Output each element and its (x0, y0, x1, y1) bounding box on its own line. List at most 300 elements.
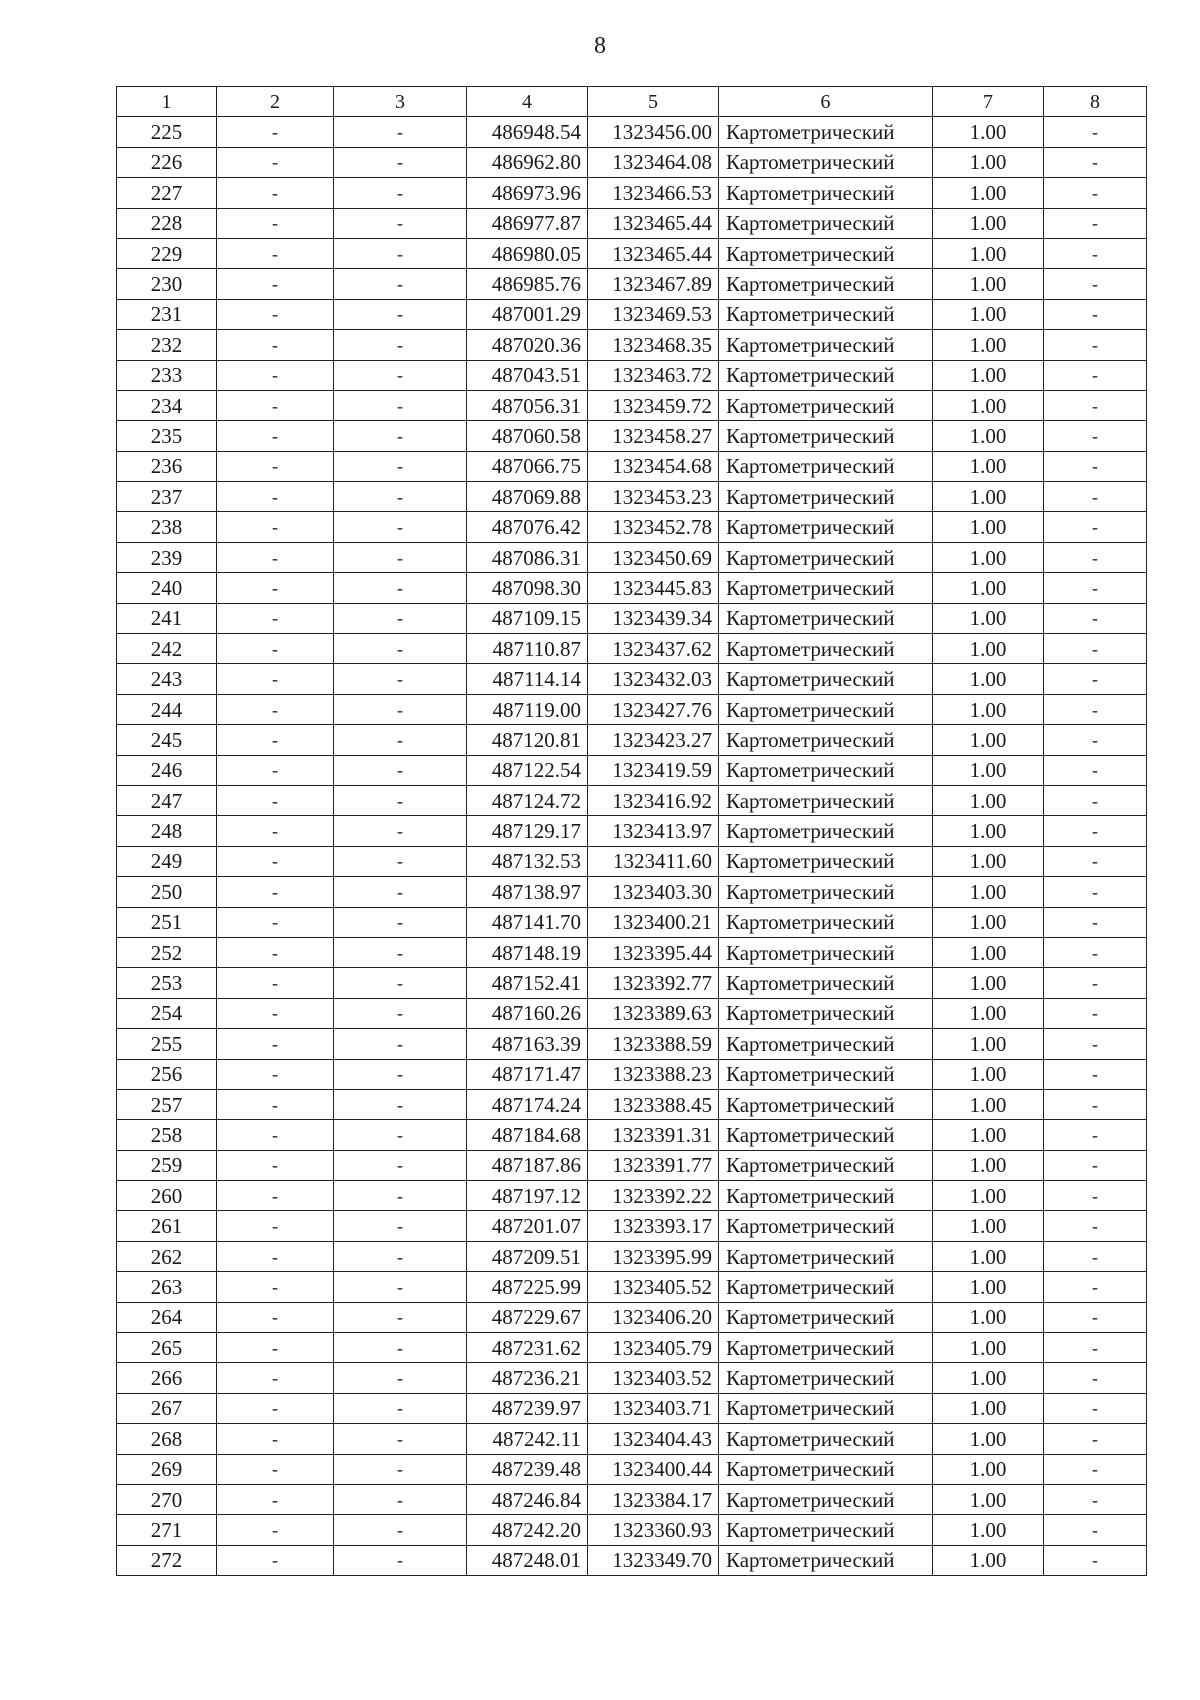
x-coordinate-cell: 486985.76 (467, 269, 588, 299)
page-number: 8 (594, 33, 606, 59)
method-cell: Картометрический (719, 269, 933, 299)
table-row (117, 634, 1147, 664)
x-coordinate-cell: 487110.87 (467, 634, 588, 664)
col8-cell: - (1044, 1211, 1147, 1241)
method-cell: Картометрический (719, 451, 933, 481)
col3-cell: - (334, 421, 467, 451)
x-coordinate-cell: 487138.97 (467, 877, 588, 907)
col2-cell: - (217, 330, 334, 360)
table-row (117, 1241, 1147, 1271)
col8-cell: - (1044, 208, 1147, 238)
column-header: 4 (467, 87, 588, 117)
x-coordinate-cell: 487129.17 (467, 816, 588, 846)
accuracy-cell: 1.00 (933, 1059, 1044, 1089)
table-row (117, 117, 1147, 147)
col8-cell: - (1044, 1029, 1147, 1059)
column-header: 5 (588, 87, 719, 117)
col2-cell: - (217, 390, 334, 420)
col3-cell: - (334, 451, 467, 481)
col2-cell: - (217, 1272, 334, 1302)
table-row (117, 1059, 1147, 1089)
point-number-cell: 252 (117, 937, 217, 967)
method-cell: Картометрический (719, 816, 933, 846)
x-coordinate-cell: 487122.54 (467, 755, 588, 785)
col2-cell: - (217, 694, 334, 724)
accuracy-cell: 1.00 (933, 1484, 1044, 1514)
method-cell: Картометрический (719, 634, 933, 664)
table-row (117, 1181, 1147, 1211)
y-coordinate-cell: 1323391.77 (588, 1150, 719, 1180)
column-header: 2 (217, 87, 334, 117)
column-header: 8 (1044, 87, 1147, 117)
y-coordinate-cell: 1323411.60 (588, 846, 719, 876)
method-cell: Картометрический (719, 1272, 933, 1302)
table-row (117, 998, 1147, 1028)
col2-cell: - (217, 117, 334, 147)
col2-cell: - (217, 1089, 334, 1119)
point-number-cell: 249 (117, 846, 217, 876)
point-number-cell: 251 (117, 907, 217, 937)
col8-cell: - (1044, 147, 1147, 177)
method-cell: Картометрический (719, 998, 933, 1028)
method-cell: Картометрический (719, 482, 933, 512)
point-number-cell: 268 (117, 1424, 217, 1454)
table-row (117, 1393, 1147, 1423)
col3-cell: - (334, 846, 467, 876)
col3-cell: - (334, 1089, 467, 1119)
point-number-cell: 255 (117, 1029, 217, 1059)
col2-cell: - (217, 451, 334, 481)
col8-cell: - (1044, 573, 1147, 603)
col8-cell: - (1044, 117, 1147, 147)
col2-cell: - (217, 269, 334, 299)
accuracy-cell: 1.00 (933, 603, 1044, 633)
table-row (117, 1424, 1147, 1454)
method-cell: Картометрический (719, 1484, 933, 1514)
method-cell: Картометрический (719, 785, 933, 815)
method-cell: Картометрический (719, 208, 933, 238)
method-cell: Картометрический (719, 238, 933, 268)
method-cell: Картометрический (719, 573, 933, 603)
accuracy-cell: 1.00 (933, 846, 1044, 876)
col8-cell: - (1044, 1272, 1147, 1302)
accuracy-cell: 1.00 (933, 937, 1044, 967)
col3-cell: - (334, 542, 467, 572)
col3-cell: - (334, 664, 467, 694)
col8-cell: - (1044, 330, 1147, 360)
point-number-cell: 243 (117, 664, 217, 694)
method-cell: Картометрический (719, 1120, 933, 1150)
col8-cell: - (1044, 421, 1147, 451)
table-row (117, 1302, 1147, 1332)
y-coordinate-cell: 1323467.89 (588, 269, 719, 299)
y-coordinate-cell: 1323404.43 (588, 1424, 719, 1454)
col8-cell: - (1044, 968, 1147, 998)
table-row (117, 1211, 1147, 1241)
x-coordinate-cell: 487239.48 (467, 1454, 588, 1484)
accuracy-cell: 1.00 (933, 1454, 1044, 1484)
col2-cell: - (217, 877, 334, 907)
col8-cell: - (1044, 634, 1147, 664)
table-row (117, 1545, 1147, 1575)
col8-cell: - (1044, 1545, 1147, 1575)
y-coordinate-cell: 1323432.03 (588, 664, 719, 694)
y-coordinate-cell: 1323439.34 (588, 603, 719, 633)
col2-cell: - (217, 1454, 334, 1484)
y-coordinate-cell: 1323403.71 (588, 1393, 719, 1423)
col3-cell: - (334, 603, 467, 633)
col8-cell: - (1044, 937, 1147, 967)
accuracy-cell: 1.00 (933, 968, 1044, 998)
col2-cell: - (217, 785, 334, 815)
point-number-cell: 253 (117, 968, 217, 998)
x-coordinate-cell: 487184.68 (467, 1120, 588, 1150)
table-row (117, 1454, 1147, 1484)
method-cell: Картометрический (719, 937, 933, 967)
col2-cell: - (217, 1363, 334, 1393)
col3-cell: - (334, 725, 467, 755)
method-cell: Картометрический (719, 664, 933, 694)
x-coordinate-cell: 487248.01 (467, 1545, 588, 1575)
accuracy-cell: 1.00 (933, 178, 1044, 208)
col2-cell: - (217, 816, 334, 846)
col2-cell: - (217, 1150, 334, 1180)
table-row (117, 178, 1147, 208)
accuracy-cell: 1.00 (933, 694, 1044, 724)
accuracy-cell: 1.00 (933, 1302, 1044, 1332)
column-header: 3 (334, 87, 467, 117)
point-number-cell: 247 (117, 785, 217, 815)
accuracy-cell: 1.00 (933, 512, 1044, 542)
col3-cell: - (334, 482, 467, 512)
table-row (117, 512, 1147, 542)
point-number-cell: 263 (117, 1272, 217, 1302)
method-cell: Картометрический (719, 360, 933, 390)
col3-cell: - (334, 1211, 467, 1241)
point-number-cell: 242 (117, 634, 217, 664)
y-coordinate-cell: 1323406.20 (588, 1302, 719, 1332)
y-coordinate-cell: 1323388.45 (588, 1089, 719, 1119)
col3-cell: - (334, 755, 467, 785)
x-coordinate-cell: 487043.51 (467, 360, 588, 390)
point-number-cell: 237 (117, 482, 217, 512)
col2-cell: - (217, 937, 334, 967)
y-coordinate-cell: 1323400.44 (588, 1454, 719, 1484)
col8-cell: - (1044, 482, 1147, 512)
point-number-cell: 230 (117, 269, 217, 299)
accuracy-cell: 1.00 (933, 1333, 1044, 1363)
method-cell: Картометрический (719, 1211, 933, 1241)
x-coordinate-cell: 487197.12 (467, 1181, 588, 1211)
y-coordinate-cell: 1323450.69 (588, 542, 719, 572)
point-number-cell: 259 (117, 1150, 217, 1180)
method-cell: Картометрический (719, 542, 933, 572)
accuracy-cell: 1.00 (933, 1515, 1044, 1545)
y-coordinate-cell: 1323413.97 (588, 816, 719, 846)
table-row (117, 147, 1147, 177)
col8-cell: - (1044, 1484, 1147, 1514)
x-coordinate-cell: 487174.24 (467, 1089, 588, 1119)
method-cell: Картометрический (719, 299, 933, 329)
col3-cell: - (334, 1393, 467, 1423)
table-row (117, 451, 1147, 481)
point-number-cell: 265 (117, 1333, 217, 1363)
col8-cell: - (1044, 1424, 1147, 1454)
col3-cell: - (334, 1272, 467, 1302)
y-coordinate-cell: 1323469.53 (588, 299, 719, 329)
table-row (117, 603, 1147, 633)
method-cell: Картометрический (719, 846, 933, 876)
col8-cell: - (1044, 1120, 1147, 1150)
col8-cell: - (1044, 877, 1147, 907)
accuracy-cell: 1.00 (933, 117, 1044, 147)
x-coordinate-cell: 487141.70 (467, 907, 588, 937)
method-cell: Картометрический (719, 1302, 933, 1332)
col2-cell: - (217, 1029, 334, 1059)
y-coordinate-cell: 1323388.23 (588, 1059, 719, 1089)
method-cell: Картометрический (719, 390, 933, 420)
y-coordinate-cell: 1323388.59 (588, 1029, 719, 1059)
y-coordinate-cell: 1323466.53 (588, 178, 719, 208)
col3-cell: - (334, 694, 467, 724)
x-coordinate-cell: 487066.75 (467, 451, 588, 481)
col3-cell: - (334, 390, 467, 420)
col8-cell: - (1044, 390, 1147, 420)
col3-cell: - (334, 907, 467, 937)
col8-cell: - (1044, 1363, 1147, 1393)
x-coordinate-cell: 487171.47 (467, 1059, 588, 1089)
accuracy-cell: 1.00 (933, 482, 1044, 512)
table-row (117, 330, 1147, 360)
point-number-cell: 238 (117, 512, 217, 542)
point-number-cell: 270 (117, 1484, 217, 1514)
col8-cell: - (1044, 1241, 1147, 1271)
x-coordinate-cell: 487225.99 (467, 1272, 588, 1302)
accuracy-cell: 1.00 (933, 1363, 1044, 1393)
x-coordinate-cell: 486948.54 (467, 117, 588, 147)
table-row (117, 664, 1147, 694)
y-coordinate-cell: 1323389.63 (588, 998, 719, 1028)
col3-cell: - (334, 1424, 467, 1454)
table-row (117, 877, 1147, 907)
x-coordinate-cell: 486980.05 (467, 238, 588, 268)
x-coordinate-cell: 486973.96 (467, 178, 588, 208)
accuracy-cell: 1.00 (933, 725, 1044, 755)
col2-cell: - (217, 998, 334, 1028)
col8-cell: - (1044, 269, 1147, 299)
point-number-cell: 244 (117, 694, 217, 724)
point-number-cell: 266 (117, 1363, 217, 1393)
col8-cell: - (1044, 725, 1147, 755)
method-cell: Картометрический (719, 1029, 933, 1059)
y-coordinate-cell: 1323423.27 (588, 725, 719, 755)
point-number-cell: 264 (117, 1302, 217, 1332)
accuracy-cell: 1.00 (933, 390, 1044, 420)
col8-cell: - (1044, 178, 1147, 208)
point-number-cell: 267 (117, 1393, 217, 1423)
accuracy-cell: 1.00 (933, 664, 1044, 694)
col2-cell: - (217, 603, 334, 633)
col3-cell: - (334, 1181, 467, 1211)
point-number-cell: 227 (117, 178, 217, 208)
point-number-cell: 233 (117, 360, 217, 390)
col8-cell: - (1044, 603, 1147, 633)
col2-cell: - (217, 846, 334, 876)
point-number-cell: 236 (117, 451, 217, 481)
table-row (117, 1515, 1147, 1545)
point-number-cell: 254 (117, 998, 217, 1028)
accuracy-cell: 1.00 (933, 1120, 1044, 1150)
accuracy-cell: 1.00 (933, 634, 1044, 664)
col2-cell: - (217, 542, 334, 572)
y-coordinate-cell: 1323459.72 (588, 390, 719, 420)
col8-cell: - (1044, 816, 1147, 846)
point-number-cell: 241 (117, 603, 217, 633)
table-row (117, 1150, 1147, 1180)
col3-cell: - (334, 1302, 467, 1332)
y-coordinate-cell: 1323393.17 (588, 1211, 719, 1241)
table-row (117, 1120, 1147, 1150)
table-row (117, 1363, 1147, 1393)
x-coordinate-cell: 487124.72 (467, 785, 588, 815)
accuracy-cell: 1.00 (933, 1393, 1044, 1423)
col3-cell: - (334, 178, 467, 208)
x-coordinate-cell: 487148.19 (467, 937, 588, 967)
method-cell: Картометрический (719, 1515, 933, 1545)
method-cell: Картометрический (719, 1241, 933, 1271)
col3-cell: - (334, 1150, 467, 1180)
col2-cell: - (217, 360, 334, 390)
col2-cell: - (217, 147, 334, 177)
point-number-cell: 271 (117, 1515, 217, 1545)
col8-cell: - (1044, 451, 1147, 481)
col8-cell: - (1044, 1150, 1147, 1180)
table-row (117, 1089, 1147, 1119)
col3-cell: - (334, 998, 467, 1028)
accuracy-cell: 1.00 (933, 330, 1044, 360)
point-number-cell: 272 (117, 1545, 217, 1575)
point-number-cell: 226 (117, 147, 217, 177)
col8-cell: - (1044, 1302, 1147, 1332)
column-header: 7 (933, 87, 1044, 117)
col2-cell: - (217, 1302, 334, 1332)
col8-cell: - (1044, 1059, 1147, 1089)
y-coordinate-cell: 1323452.78 (588, 512, 719, 542)
col8-cell: - (1044, 542, 1147, 572)
col8-cell: - (1044, 1089, 1147, 1119)
y-coordinate-cell: 1323416.92 (588, 785, 719, 815)
col2-cell: - (217, 1181, 334, 1211)
method-cell: Картометрический (719, 1424, 933, 1454)
col2-cell: - (217, 482, 334, 512)
column-header: 1 (117, 87, 217, 117)
table-row (117, 238, 1147, 268)
y-coordinate-cell: 1323464.08 (588, 147, 719, 177)
accuracy-cell: 1.00 (933, 299, 1044, 329)
x-coordinate-cell: 487060.58 (467, 421, 588, 451)
method-cell: Картометрический (719, 1333, 933, 1363)
point-number-cell: 250 (117, 877, 217, 907)
col2-cell: - (217, 1120, 334, 1150)
x-coordinate-cell: 487098.30 (467, 573, 588, 603)
table-row (117, 542, 1147, 572)
col3-cell: - (334, 1333, 467, 1363)
x-coordinate-cell: 487001.29 (467, 299, 588, 329)
y-coordinate-cell: 1323456.00 (588, 117, 719, 147)
y-coordinate-cell: 1323360.93 (588, 1515, 719, 1545)
col2-cell: - (217, 1211, 334, 1241)
method-cell: Картометрический (719, 725, 933, 755)
y-coordinate-cell: 1323405.79 (588, 1333, 719, 1363)
y-coordinate-cell: 1323463.72 (588, 360, 719, 390)
col3-cell: - (334, 816, 467, 846)
y-coordinate-cell: 1323391.31 (588, 1120, 719, 1150)
method-cell: Картометрический (719, 421, 933, 451)
method-cell: Картометрический (719, 1150, 933, 1180)
x-coordinate-cell: 487209.51 (467, 1241, 588, 1271)
col8-cell: - (1044, 664, 1147, 694)
y-coordinate-cell: 1323437.62 (588, 634, 719, 664)
x-coordinate-cell: 487160.26 (467, 998, 588, 1028)
col8-cell: - (1044, 785, 1147, 815)
y-coordinate-cell: 1323392.77 (588, 968, 719, 998)
col3-cell: - (334, 1454, 467, 1484)
col2-cell: - (217, 634, 334, 664)
col2-cell: - (217, 1333, 334, 1363)
col3-cell: - (334, 785, 467, 815)
point-number-cell: 256 (117, 1059, 217, 1089)
y-coordinate-cell: 1323395.44 (588, 937, 719, 967)
accuracy-cell: 1.00 (933, 785, 1044, 815)
col8-cell: - (1044, 1454, 1147, 1484)
x-coordinate-cell: 487114.14 (467, 664, 588, 694)
col8-cell: - (1044, 755, 1147, 785)
method-cell: Картометрический (719, 877, 933, 907)
method-cell: Картометрический (719, 1545, 933, 1575)
col3-cell: - (334, 360, 467, 390)
point-number-cell: 257 (117, 1089, 217, 1119)
col2-cell: - (217, 1545, 334, 1575)
accuracy-cell: 1.00 (933, 421, 1044, 451)
method-cell: Картометрический (719, 1089, 933, 1119)
table-row (117, 785, 1147, 815)
col2-cell: - (217, 1424, 334, 1454)
table-row (117, 725, 1147, 755)
x-coordinate-cell: 487242.20 (467, 1515, 588, 1545)
point-number-cell: 262 (117, 1241, 217, 1271)
table-row (117, 208, 1147, 238)
col3-cell: - (334, 299, 467, 329)
col8-cell: - (1044, 512, 1147, 542)
accuracy-cell: 1.00 (933, 542, 1044, 572)
col3-cell: - (334, 1515, 467, 1545)
method-cell: Картометрический (719, 178, 933, 208)
table-row (117, 269, 1147, 299)
accuracy-cell: 1.00 (933, 1241, 1044, 1271)
accuracy-cell: 1.00 (933, 755, 1044, 785)
accuracy-cell: 1.00 (933, 1272, 1044, 1302)
table-row (117, 816, 1147, 846)
method-cell: Картометрический (719, 147, 933, 177)
x-coordinate-cell: 487236.21 (467, 1363, 588, 1393)
table-row (117, 573, 1147, 603)
col3-cell: - (334, 968, 467, 998)
table-row (117, 299, 1147, 329)
point-number-cell: 246 (117, 755, 217, 785)
y-coordinate-cell: 1323392.22 (588, 1181, 719, 1211)
x-coordinate-cell: 487239.97 (467, 1393, 588, 1423)
method-cell: Картометрический (719, 1181, 933, 1211)
